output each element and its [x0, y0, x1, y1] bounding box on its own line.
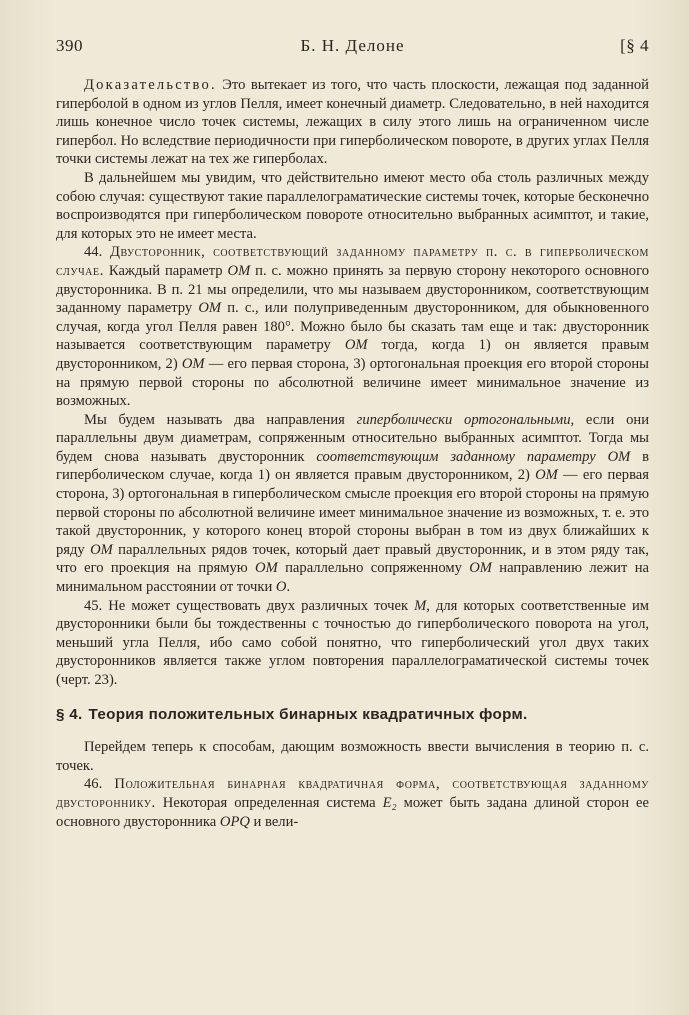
text-run: Каждый параметр [103, 262, 228, 279]
paragraph-46 [56, 775, 649, 831]
math-var: O [275, 579, 287, 596]
running-head-section: [§ 4 [620, 36, 649, 55]
math-var: OM [255, 560, 278, 577]
text-run: Некоторая определенная система [155, 794, 383, 811]
item-heading: Двусторонник, соответствующий заданному параметру п. с. в гиперболическом случае. [56, 244, 649, 279]
math-var: M [414, 597, 427, 614]
math-var: E₂ [382, 794, 397, 811]
text-run: 45. Не может существовать двух различных точек [84, 597, 415, 614]
text-run: п. с. можно принять за первую сторону некоторого основного двусторонника. В п. 21 мы определили, что мы называем двусторонником, соответствующим заданному параметру [56, 262, 649, 317]
paragraph-intro: Перейдем теперь к способам, дающим возможность ввести вычисления в теорию п. с. точек. [56, 739, 649, 774]
paragraph-proof [56, 76, 649, 169]
text-run: если они параллельны двум диаметрам, сопряженным относительно выбранных асимптот. Тогда мы будем снова называть двусторонник [56, 411, 649, 465]
math-var: OM [227, 262, 251, 279]
paragraph-orthogonal [56, 411, 649, 597]
text-run: п. с., или полуприведенным двусторонником, для обыкновенного случая, когда угол Пелля равен 180°. Можно было бы сказать там еще и так: двусторонник называется соответствующим параметру [56, 300, 649, 354]
running-header [56, 36, 649, 56]
text-run: направлению лежит на минимальном расстоянии от точки [56, 560, 650, 596]
proof-lead: Доказательство. [84, 77, 217, 93]
text-run: Мы будем называть два направления [84, 411, 357, 428]
text-run: тогда, когда 1) он является правым двусторонником, 2) [56, 337, 649, 372]
math-var: OM [90, 541, 113, 558]
text-run: — его первая сторона, 3) ортогональная проекция его второй стороны на прямую первой стороны по абсолютной величине имеет минимальное значение из возможных. [56, 355, 649, 410]
math-var: OM [198, 300, 222, 317]
item-number: 46. [84, 776, 103, 793]
paragraph-44 [56, 243, 649, 410]
math-var: OM [535, 467, 558, 484]
text-run: , для которых соответственные им двусторонники были бы тождественны с точностью до гиперболического поворота на угол, меньший угла Пелля, ибо само собой понятно, что гиперболический угол двух таких двусторонников является также углом повторения параллелограматической системы точек (черт. 23). [56, 597, 649, 688]
paragraph-cases: В дальнейшем мы увидим, что действительно имеют место оба столь различных между собою случая: существуют такие параллелограматические системы точек, которые бесконечно воспроизводятся при гиперболическом повороте относительно выбранных асимптот, и такие, для которых это не имеет места. [56, 169, 649, 242]
page-number: 390 [56, 36, 83, 55]
math-var: OM [469, 560, 492, 577]
page-body [56, 76, 649, 831]
running-head-author: Б. Н. Делоне [300, 36, 405, 55]
emphasis-term: гиперболически ортогональными, [356, 411, 575, 428]
text-run: . [286, 579, 291, 596]
math-var: OM [181, 355, 205, 372]
proof-text: Это вытекает из того, что часть плоскости, лежащая под заданной гиперболой в одном из углов Пелля, имеет конечный диаметр. Следовательно, в ней находится лишь конечное число точек системы, лежащих в силу этого лишь на ограниченном числе гипербол. Но вследствие периодичности при гиперболическом повороте, в других углах Пелля точки системы лежат на тех же гиперболах. [56, 77, 649, 168]
item-heading: Положительная бинарная квадратичная форма, соответствующая заданному двустороннику. [56, 776, 649, 811]
section-heading [56, 706, 649, 725]
text-run: — его первая сторона, 3) ортогональная в гиперболическом смысле проекция его второй стороны на прямую первой стороны по абсолютной величине имеет минимальное значение из возможных, т. е. это такой двусторонник, у которого конец второй стороны выбран в том из двух ближайших к ряду [56, 467, 649, 558]
text-run: в гиперболическом случае, когда 1) он является правым двусторонником, 2) [56, 448, 649, 484]
math-var: OM [344, 337, 368, 354]
text-run: может быть задана длиной сторон ее основного двусторонника [56, 794, 649, 830]
text-run: и вели- [249, 813, 299, 830]
text-run: параллельно сопряженному [277, 560, 470, 577]
paragraph-45 [56, 597, 649, 690]
item-number: 44. [84, 244, 103, 261]
math-var: OPQ [219, 813, 250, 830]
section-title: Теория положительных бинарных квадратичных форм. [88, 705, 528, 723]
section-mark: § 4. [56, 705, 83, 723]
text-run: параллельных рядов точек, который дает правый двусторонник, и в этом ряду так, что его проекция на прямую [56, 541, 649, 577]
emphasis-term: соответствующим заданному параметру OM [316, 448, 631, 465]
